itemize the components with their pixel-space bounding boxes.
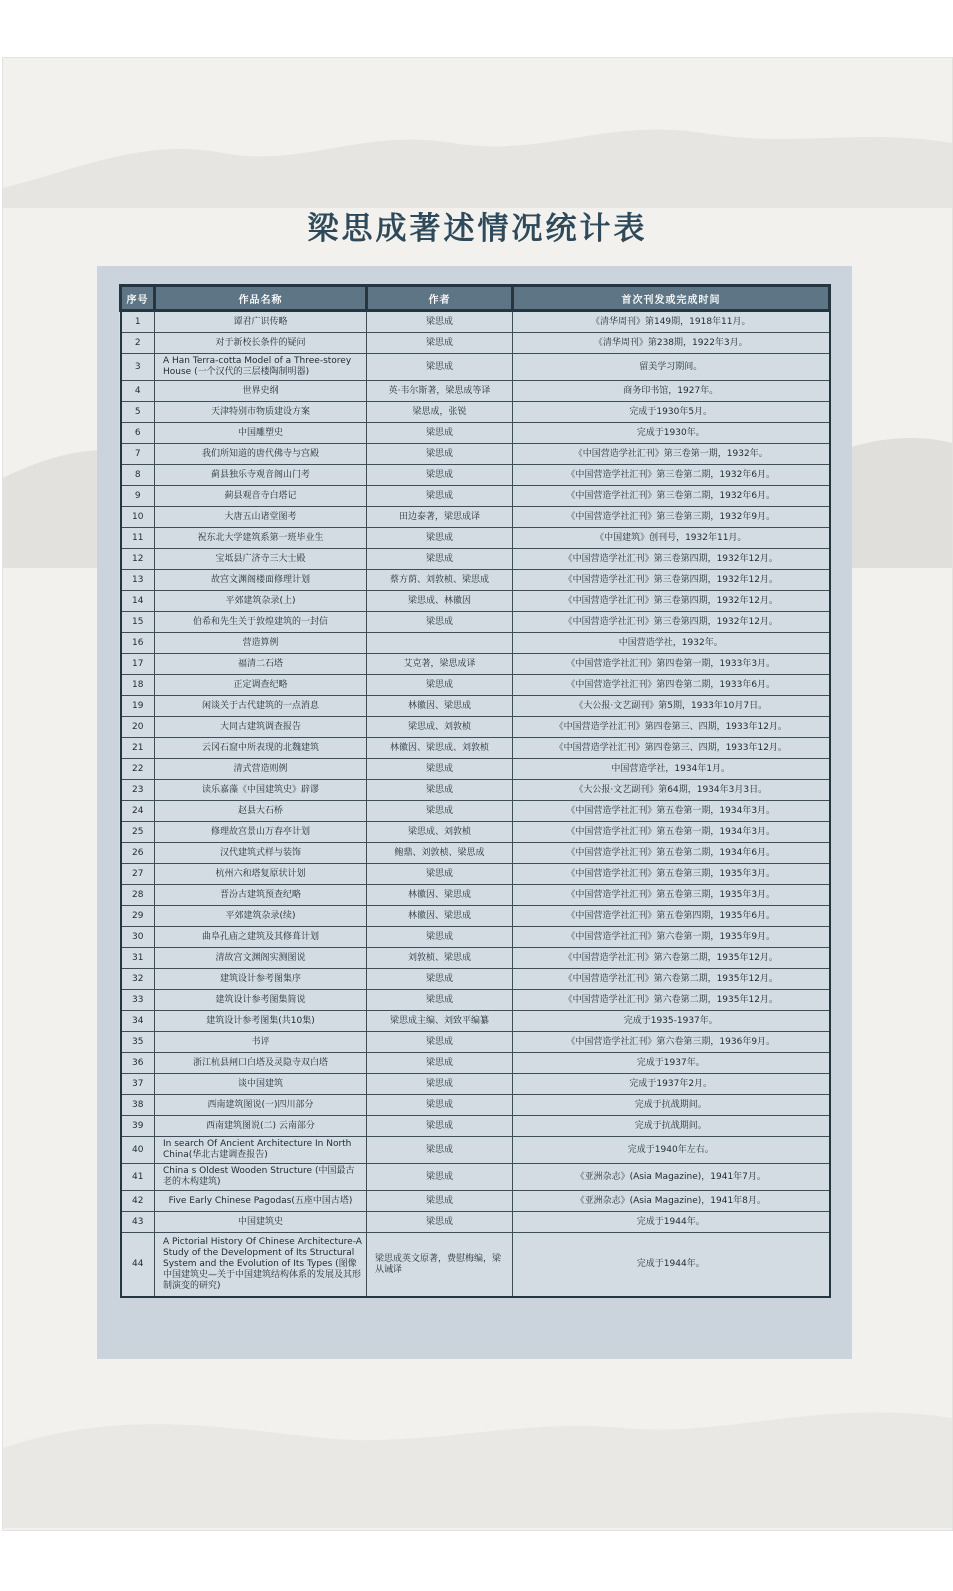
cell-time: 完成于抗战期间。 [513, 1095, 830, 1116]
cell-time: 《大公报·文艺副刊》第5期，1933年10月7日。 [513, 696, 830, 717]
cell-name: 天津特别市物质建设方案 [155, 402, 367, 423]
header-time: 首次刊发或完成时间 [513, 286, 830, 311]
cell-author: 梁思成 [367, 990, 513, 1011]
cell-author: 梁思成 [367, 423, 513, 444]
table-row [121, 549, 830, 570]
cell-index: 32 [121, 969, 155, 990]
cell-name: 修理故宫景山万春亭计划 [155, 822, 367, 843]
cell-time: 《中国营造学社汇刊》第三卷第二期，1932年6月。 [513, 486, 830, 507]
cell-name: 建筑设计参考图集序 [155, 969, 367, 990]
cell-author: 梁思成 [367, 333, 513, 354]
cell-time: 完成于1937年2月。 [513, 1074, 830, 1095]
cell-name: 宝坻县广济寺三大士殿 [155, 549, 367, 570]
cell-time: 《中国营造学社汇刊》第四卷第三、四期，1933年12月。 [513, 717, 830, 738]
cell-index: 7 [121, 444, 155, 465]
table-row [121, 717, 830, 738]
cell-name: 西南建筑图说(一)四川部分 [155, 1095, 367, 1116]
cell-name: 浙江杭县闸口白塔及灵隐寺双白塔 [155, 1053, 367, 1074]
cell-author: 梁思成 [367, 759, 513, 780]
cell-name: 读乐嘉藻《中国建筑史》辟谬 [155, 780, 367, 801]
cell-time: 《中国营造学社汇刊》第五卷第一期，1934年3月。 [513, 822, 830, 843]
cell-time: 《中国营造学社汇刊》第五卷第二期，1934年6月。 [513, 843, 830, 864]
cell-name: 平郊建筑杂录(上) [155, 591, 367, 612]
table-row [121, 885, 830, 906]
table-row [121, 906, 830, 927]
cell-author: 林徽因、梁思成 [367, 906, 513, 927]
cell-index: 29 [121, 906, 155, 927]
cell-name: 蓟县观音寺白塔记 [155, 486, 367, 507]
table-row [121, 696, 830, 717]
table-row [121, 311, 830, 333]
cell-name: 晋汾古建筑预查纪略 [155, 885, 367, 906]
cell-name: 营造算例 [155, 633, 367, 654]
cell-index: 24 [121, 801, 155, 822]
cell-time: 《清华周刊》第238期，1922年3月。 [513, 333, 830, 354]
cell-time: 《清华周刊》第149期，1918年11月。 [513, 311, 830, 333]
cell-time: 留美学习期间。 [513, 354, 830, 381]
table-row [121, 1164, 830, 1191]
cell-author: 梁思成 [367, 486, 513, 507]
cell-name: 西南建筑图说(二) 云南部分 [155, 1116, 367, 1137]
cell-name: 清式营造则例 [155, 759, 367, 780]
cell-index: 42 [121, 1191, 155, 1212]
cell-name: 云冈石窟中所表现的北魏建筑 [155, 738, 367, 759]
cell-time: 《中国营造学社汇刊》第三卷第四期，1932年12月。 [513, 570, 830, 591]
header-index: 序号 [121, 286, 155, 311]
cell-index: 44 [121, 1233, 155, 1298]
cell-author: 梁思成 [367, 1137, 513, 1164]
table-row [121, 1032, 830, 1053]
cell-time: 商务印书馆，1927年。 [513, 381, 830, 402]
cell-name: 我们所知道的唐代佛寺与宫殿 [155, 444, 367, 465]
table-row [121, 759, 830, 780]
cell-name: 中国建筑史 [155, 1212, 367, 1233]
cell-time: 《中国营造学社汇刊》第三卷第四期，1932年12月。 [513, 591, 830, 612]
cell-name: 建筑设计参考图集(共10集) [155, 1011, 367, 1032]
cell-name: 伯希和先生关于敦煌建筑的一封信 [155, 612, 367, 633]
cell-index: 40 [121, 1137, 155, 1164]
cell-time: 《亚洲杂志》(Asia Magazine)，1941年8月。 [513, 1191, 830, 1212]
cell-name: 大唐五山诸堂图考 [155, 507, 367, 528]
cell-name: 福清二石塔 [155, 654, 367, 675]
cell-name: A Han Terra-cotta Model of a Three-storey House (一个汉代的三层楼陶制明器) [155, 354, 367, 381]
cell-index: 28 [121, 885, 155, 906]
cell-index: 30 [121, 927, 155, 948]
cell-author: 梁思成、刘敦桢 [367, 822, 513, 843]
table-row [121, 507, 830, 528]
table-row [121, 801, 830, 822]
cell-index: 37 [121, 1074, 155, 1095]
table-row [121, 1095, 830, 1116]
cell-name: 蓟县独乐寺观音阁山门考 [155, 465, 367, 486]
cell-author: 梁思成 [367, 1212, 513, 1233]
cell-index: 20 [121, 717, 155, 738]
cell-author: 林徽因、梁思成 [367, 696, 513, 717]
cell-name: 书评 [155, 1032, 367, 1053]
cell-author: 梁思成 [367, 354, 513, 381]
table-row [121, 1212, 830, 1233]
cell-author: 梁思成 [367, 1032, 513, 1053]
cell-author: 刘敦桢、梁思成 [367, 948, 513, 969]
table-row [121, 1074, 830, 1095]
cell-index: 14 [121, 591, 155, 612]
cell-name: Five Early Chinese Pagodas(五座中国古塔) [155, 1191, 367, 1212]
cell-name: 杭州六和塔复原状计划 [155, 864, 367, 885]
cell-author: 梁思成 [367, 1116, 513, 1137]
cell-author: 梁思成 [367, 612, 513, 633]
cell-time: 完成于1937年。 [513, 1053, 830, 1074]
cell-index: 1 [121, 311, 155, 333]
cell-time: 《中国营造学社汇刊》第六卷第一期，1935年9月。 [513, 927, 830, 948]
mountain-wash-top [3, 98, 952, 208]
table-row [121, 633, 830, 654]
cell-author: 鲍鼎、刘敦桢、梁思成 [367, 843, 513, 864]
cell-time: 中国营造学社，1932年。 [513, 633, 830, 654]
cell-index: 39 [121, 1116, 155, 1137]
cell-index: 10 [121, 507, 155, 528]
cell-name: China s Oldest Wooden Structure (中国最古老的木构建筑) [155, 1164, 367, 1191]
cell-index: 4 [121, 381, 155, 402]
cell-time: 《中国营造学社汇刊》第六卷第三期，1936年9月。 [513, 1032, 830, 1053]
cell-index: 17 [121, 654, 155, 675]
table-row [121, 444, 830, 465]
table-row [121, 675, 830, 696]
table-row [121, 381, 830, 402]
cell-index: 15 [121, 612, 155, 633]
table-panel [97, 266, 852, 1359]
cell-time: 《中国营造学社汇刊》第三卷第四期，1932年12月。 [513, 549, 830, 570]
cell-author: 蔡方荫、刘敦桢、梁思成 [367, 570, 513, 591]
cell-index: 8 [121, 465, 155, 486]
works-table [119, 284, 831, 1298]
cell-time: 完成于1940年左右。 [513, 1137, 830, 1164]
table-row [121, 570, 830, 591]
cell-index: 27 [121, 864, 155, 885]
cell-author: 梁思成 [367, 528, 513, 549]
table-row [121, 1116, 830, 1137]
table-row [121, 654, 830, 675]
cell-time: 《中国建筑》创刊号，1932年11月。 [513, 528, 830, 549]
cell-author: 梁思成英文原著，费慰梅编，梁从诫译 [367, 1233, 513, 1298]
cell-author: 田边泰著，梁思成译 [367, 507, 513, 528]
cell-author: 梁思成 [367, 969, 513, 990]
table-row [121, 1233, 830, 1298]
cell-index: 11 [121, 528, 155, 549]
table-row [121, 333, 830, 354]
table-row [121, 1053, 830, 1074]
cell-index: 5 [121, 402, 155, 423]
cell-index: 6 [121, 423, 155, 444]
cell-time: 《中国营造学社汇刊》第三卷第一期，1932年。 [513, 444, 830, 465]
cell-index: 35 [121, 1032, 155, 1053]
cell-name: 故宫文渊阁楼面修理计划 [155, 570, 367, 591]
cell-author: 梁思成 [367, 780, 513, 801]
cell-index: 13 [121, 570, 155, 591]
cell-author: 梁思成 [367, 927, 513, 948]
cell-name: 中国雕塑史 [155, 423, 367, 444]
cell-index: 3 [121, 354, 155, 381]
cell-time: 《亚洲杂志》(Asia Magazine)，1941年7月。 [513, 1164, 830, 1191]
cell-time: 《中国营造学社汇刊》第三卷第二期，1932年6月。 [513, 465, 830, 486]
cell-name: 平郊建筑杂录(续) [155, 906, 367, 927]
cell-time: 完成于1930年。 [513, 423, 830, 444]
cell-author: 梁思成 [367, 1164, 513, 1191]
cell-author: 梁思成 [367, 1191, 513, 1212]
cell-time: 《中国营造学社汇刊》第六卷第二期，1935年12月。 [513, 990, 830, 1011]
cell-index: 22 [121, 759, 155, 780]
cell-time: 完成于1935-1937年。 [513, 1011, 830, 1032]
cell-author: 艾克著，梁思成译 [367, 654, 513, 675]
poster-background [2, 57, 953, 1531]
page-title: 梁思成著述情况统计表 [307, 211, 648, 247]
table-row [121, 738, 830, 759]
cell-index: 43 [121, 1212, 155, 1233]
cell-time: 《中国营造学社汇刊》第六卷第二期，1935年12月。 [513, 969, 830, 990]
cell-time: 完成于1944年。 [513, 1233, 830, 1298]
cell-index: 9 [121, 486, 155, 507]
cell-time: 《中国营造学社汇刊》第六卷第二期，1935年12月。 [513, 948, 830, 969]
cell-time: 完成于抗战期间。 [513, 1116, 830, 1137]
cell-index: 21 [121, 738, 155, 759]
cell-name: 清故宫文渊阁实测图说 [155, 948, 367, 969]
cell-name: 谈中国建筑 [155, 1074, 367, 1095]
cell-index: 18 [121, 675, 155, 696]
cell-name: 正定调查纪略 [155, 675, 367, 696]
cell-author: 梁思成、刘敦桢 [367, 717, 513, 738]
cell-name: 祝东北大学建筑系第一班毕业生 [155, 528, 367, 549]
cell-author: 梁思成 [367, 549, 513, 570]
cell-index: 38 [121, 1095, 155, 1116]
table-row [121, 528, 830, 549]
cell-author: 梁思成 [367, 1053, 513, 1074]
cell-time: 《中国营造学社汇刊》第四卷第二期，1933年6月。 [513, 675, 830, 696]
cell-author: 梁思成 [367, 444, 513, 465]
cell-name: 建筑设计参考图集简说 [155, 990, 367, 1011]
table-row [121, 948, 830, 969]
cell-index: 26 [121, 843, 155, 864]
header-author: 作者 [367, 286, 513, 311]
cell-time: 《中国营造学社汇刊》第五卷第三期，1935年3月。 [513, 885, 830, 906]
cell-time: 《中国营造学社汇刊》第四卷第一期，1933年3月。 [513, 654, 830, 675]
table-row [121, 822, 830, 843]
table-row [121, 591, 830, 612]
cell-index: 41 [121, 1164, 155, 1191]
cell-name: 对于新校长条件的疑问 [155, 333, 367, 354]
cell-time: 《中国营造学社汇刊》第三卷第三期，1932年9月。 [513, 507, 830, 528]
cell-author: 梁思成 [367, 465, 513, 486]
table-row [121, 990, 830, 1011]
cell-author: 梁思成主编、刘致平编纂 [367, 1011, 513, 1032]
cell-author: 林徽因、梁思成 [367, 885, 513, 906]
cell-name: In search Of Ancient Architecture In North China(华北古建调查报告) [155, 1137, 367, 1164]
table-row [121, 1137, 830, 1164]
table-row [121, 423, 830, 444]
cell-author: 梁思成 [367, 1095, 513, 1116]
cell-author: 梁思成 [367, 1074, 513, 1095]
cell-author: 梁思成 [367, 311, 513, 333]
table-row [121, 843, 830, 864]
cell-name: 曲阜孔庙之建筑及其修葺计划 [155, 927, 367, 948]
table-row [121, 1191, 830, 1212]
table-row [121, 465, 830, 486]
table-row [121, 486, 830, 507]
cell-time: 《大公报·文艺副刊》第64期，1934年3月3日。 [513, 780, 830, 801]
table-row [121, 354, 830, 381]
cell-author: 林徽因、梁思成、刘敦桢 [367, 738, 513, 759]
table-row [121, 1011, 830, 1032]
cell-name: 谭君广识传略 [155, 311, 367, 333]
table-row [121, 969, 830, 990]
table-body [121, 311, 830, 1298]
table-row [121, 402, 830, 423]
cell-author [367, 633, 513, 654]
cell-index: 25 [121, 822, 155, 843]
cell-index: 36 [121, 1053, 155, 1074]
cell-name: A Pictorial History Of Chinese Architecture-A Study of the Development of Its Structural System and the Evolution of Its Types (图像中国建筑史—关于中国建筑结构体系的发展及其形制演变的研究) [155, 1233, 367, 1298]
table-header-row [121, 286, 830, 311]
cell-index: 2 [121, 333, 155, 354]
cell-name: 世界史纲 [155, 381, 367, 402]
table-row [121, 927, 830, 948]
cell-index: 31 [121, 948, 155, 969]
cell-index: 16 [121, 633, 155, 654]
cell-time: 中国营造学社，1934年1月。 [513, 759, 830, 780]
cell-index: 12 [121, 549, 155, 570]
cell-author: 梁思成、林徽因 [367, 591, 513, 612]
cell-author: 梁思成 [367, 864, 513, 885]
cell-time: 《中国营造学社汇刊》第五卷第一期，1934年3月。 [513, 801, 830, 822]
table-row [121, 864, 830, 885]
cell-name: 赵县大石桥 [155, 801, 367, 822]
cell-index: 23 [121, 780, 155, 801]
cell-name: 闲谈关于古代建筑的一点消息 [155, 696, 367, 717]
cell-time: 《中国营造学社汇刊》第四卷第三、四期，1933年12月。 [513, 738, 830, 759]
cell-author: 梁思成，张锐 [367, 402, 513, 423]
cell-author: 梁思成 [367, 675, 513, 696]
cell-author: 梁思成 [367, 801, 513, 822]
cell-index: 19 [121, 696, 155, 717]
cell-time: 《中国营造学社汇刊》第三卷第四期，1932年12月。 [513, 612, 830, 633]
header-name: 作品名称 [155, 286, 367, 311]
cell-author: 英·韦尔斯著，梁思成等译 [367, 381, 513, 402]
cell-name: 大同古建筑调查报告 [155, 717, 367, 738]
table-row [121, 780, 830, 801]
cell-time: 《中国营造学社汇刊》第五卷第四期，1935年6月。 [513, 906, 830, 927]
cell-name: 汉代建筑式样与装饰 [155, 843, 367, 864]
cell-time: 完成于1930年5月。 [513, 402, 830, 423]
cell-index: 33 [121, 990, 155, 1011]
cell-time: 《中国营造学社汇刊》第五卷第三期，1935年3月。 [513, 864, 830, 885]
table-row [121, 612, 830, 633]
cell-index: 34 [121, 1011, 155, 1032]
cell-time: 完成于1944年。 [513, 1212, 830, 1233]
